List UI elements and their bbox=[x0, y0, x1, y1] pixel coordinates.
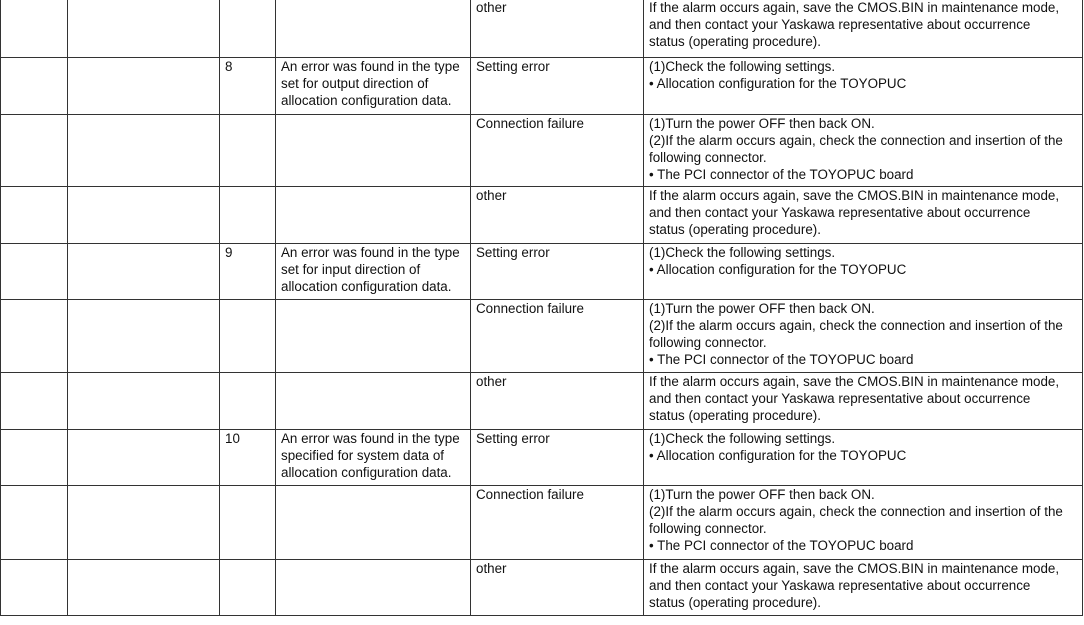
cause-text: other bbox=[476, 188, 507, 203]
alarm-name-cell bbox=[68, 0, 220, 58]
alarm-number-cell bbox=[1, 560, 68, 616]
sub-code-cell bbox=[220, 300, 276, 373]
description-cell bbox=[276, 244, 471, 300]
alarm-number-cell bbox=[1, 58, 68, 115]
description-line: set for output direction of bbox=[281, 76, 429, 91]
alarm-number-cell bbox=[1, 430, 68, 486]
remedy-line: If the alarm occurs again, save the CMOS.BIN in maintenance mode, bbox=[649, 561, 1060, 576]
table-row bbox=[1, 300, 1083, 373]
alarm-name-cell bbox=[68, 244, 220, 300]
alarm-number-cell bbox=[1, 0, 68, 58]
table-row bbox=[1, 187, 1083, 244]
alarm-number-cell bbox=[1, 187, 68, 244]
alarm-number-cell bbox=[1, 373, 68, 430]
cause-cell bbox=[471, 244, 644, 300]
sub-code-cell bbox=[220, 0, 276, 58]
description-cell bbox=[276, 430, 471, 486]
remedy-line: following connector. bbox=[649, 335, 767, 350]
remedy-line: • Allocation configuration for the TOYOPUC bbox=[649, 262, 907, 277]
sub-code-cell bbox=[220, 244, 276, 300]
cause-text: other bbox=[476, 0, 507, 15]
sub-code-cell bbox=[220, 373, 276, 430]
alarm-name-cell bbox=[68, 300, 220, 373]
remedy-line: • The PCI connector of the TOYOPUC board bbox=[649, 352, 914, 367]
remedy-line: If the alarm occurs again, save the CMOS.BIN in maintenance mode, bbox=[649, 188, 1060, 203]
cause-cell bbox=[471, 187, 644, 244]
table-row bbox=[1, 0, 1083, 58]
remedy-line: and then contact your Yaskawa representative about occurrence bbox=[649, 391, 1031, 406]
remedy-line: • Allocation configuration for the TOYOPUC bbox=[649, 76, 907, 91]
remedy-line: status (operating procedure). bbox=[649, 408, 821, 423]
cause-cell bbox=[471, 115, 644, 187]
remedy-cell bbox=[644, 58, 1083, 115]
description-cell bbox=[276, 187, 471, 244]
description-line: An error was found in the type bbox=[281, 431, 460, 446]
cause-cell bbox=[471, 560, 644, 616]
remedy-line: (2)If the alarm occurs again, check the connection and insertion of the bbox=[649, 318, 1063, 333]
sub-code-cell bbox=[220, 486, 276, 560]
alarm-name-cell bbox=[68, 187, 220, 244]
description-cell bbox=[276, 0, 471, 58]
remedy-line: (2)If the alarm occurs again, check the connection and insertion of the bbox=[649, 133, 1063, 148]
sub-code: 10 bbox=[225, 431, 240, 446]
description-cell bbox=[276, 58, 471, 115]
sub-code: 9 bbox=[225, 245, 233, 260]
cause-cell bbox=[471, 486, 644, 560]
remedy-line: • Allocation configuration for the TOYOPUC bbox=[649, 448, 907, 463]
remedy-cell bbox=[644, 560, 1083, 616]
sub-code: 8 bbox=[225, 59, 233, 74]
alarm-name-cell bbox=[68, 430, 220, 486]
description-cell bbox=[276, 560, 471, 616]
table-row bbox=[1, 115, 1083, 187]
alarm-name-cell bbox=[68, 58, 220, 115]
cause-cell bbox=[471, 0, 644, 58]
remedy-cell bbox=[644, 244, 1083, 300]
alarm-number-cell bbox=[1, 486, 68, 560]
table-row bbox=[1, 244, 1083, 300]
table-row bbox=[1, 430, 1083, 486]
cause-cell bbox=[471, 430, 644, 486]
cause-text: Connection failure bbox=[476, 116, 584, 131]
description-line: set for input direction of bbox=[281, 262, 421, 277]
remedy-line: status (operating procedure). bbox=[649, 595, 821, 610]
remedy-cell bbox=[644, 187, 1083, 244]
alarm-name-cell bbox=[68, 115, 220, 187]
sub-code-cell bbox=[220, 58, 276, 115]
description-cell bbox=[276, 373, 471, 430]
cause-text: other bbox=[476, 561, 507, 576]
remedy-line: and then contact your Yaskawa representative about occurrence bbox=[649, 205, 1031, 220]
remedy-cell bbox=[644, 0, 1083, 58]
remedy-line: (1)Turn the power OFF then back ON. bbox=[649, 301, 875, 316]
remedy-cell bbox=[644, 373, 1083, 430]
cause-cell bbox=[471, 300, 644, 373]
cause-cell bbox=[471, 373, 644, 430]
table-row bbox=[1, 560, 1083, 616]
description-line: allocation configuration data. bbox=[281, 465, 452, 480]
cause-text: Setting error bbox=[476, 245, 550, 260]
table-row bbox=[1, 58, 1083, 115]
alarm-name-cell bbox=[68, 486, 220, 560]
cause-cell bbox=[471, 58, 644, 115]
remedy-cell bbox=[644, 115, 1083, 187]
cause-text: other bbox=[476, 374, 507, 389]
remedy-line: and then contact your Yaskawa representative about occurrence bbox=[649, 578, 1031, 593]
remedy-line: (1)Check the following settings. bbox=[649, 431, 836, 446]
description-line: An error was found in the type bbox=[281, 245, 460, 260]
sub-code-cell bbox=[220, 115, 276, 187]
remedy-line: If the alarm occurs again, save the CMOS.BIN in maintenance mode, bbox=[649, 374, 1060, 389]
remedy-line: status (operating procedure). bbox=[649, 222, 821, 237]
sub-code-cell bbox=[220, 430, 276, 486]
remedy-line: and then contact your Yaskawa representative about occurrence bbox=[649, 17, 1031, 32]
remedy-line: (1)Turn the power OFF then back ON. bbox=[649, 116, 875, 131]
remedy-line: (2)If the alarm occurs again, check the connection and insertion of the bbox=[649, 504, 1063, 519]
remedy-line: • The PCI connector of the TOYOPUC board bbox=[649, 538, 914, 553]
remedy-cell bbox=[644, 486, 1083, 560]
remedy-line: If the alarm occurs again, save the CMOS.BIN in maintenance mode, bbox=[649, 0, 1060, 15]
description-cell bbox=[276, 300, 471, 373]
alarm-number-cell bbox=[1, 300, 68, 373]
remedy-cell bbox=[644, 430, 1083, 486]
description-line: specified for system data of bbox=[281, 448, 444, 463]
remedy-line: (1)Turn the power OFF then back ON. bbox=[649, 487, 875, 502]
cause-text: Connection failure bbox=[476, 301, 584, 316]
description-line: allocation configuration data. bbox=[281, 279, 452, 294]
alarm-number-cell bbox=[1, 115, 68, 187]
alarm-table-body bbox=[1, 0, 1083, 616]
remedy-cell bbox=[644, 300, 1083, 373]
sub-code-cell bbox=[220, 187, 276, 244]
cause-text: Setting error bbox=[476, 59, 550, 74]
remedy-line: • The PCI connector of the TOYOPUC board bbox=[649, 167, 914, 182]
description-cell bbox=[276, 486, 471, 560]
description-cell bbox=[276, 115, 471, 187]
description-line: allocation configuration data. bbox=[281, 93, 452, 108]
alarm-name-cell bbox=[68, 373, 220, 430]
remedy-line: (1)Check the following settings. bbox=[649, 59, 836, 74]
remedy-line: following connector. bbox=[649, 521, 767, 536]
remedy-line: following connector. bbox=[649, 150, 767, 165]
table-row bbox=[1, 373, 1083, 430]
sub-code-cell bbox=[220, 560, 276, 616]
table-row bbox=[1, 486, 1083, 560]
alarm-number-cell bbox=[1, 244, 68, 300]
description-line: An error was found in the type bbox=[281, 59, 460, 74]
cause-text: Setting error bbox=[476, 431, 550, 446]
alarm-name-cell bbox=[68, 560, 220, 616]
cause-text: Connection failure bbox=[476, 487, 584, 502]
remedy-line: status (operating procedure). bbox=[649, 34, 821, 49]
remedy-line: (1)Check the following settings. bbox=[649, 245, 836, 260]
